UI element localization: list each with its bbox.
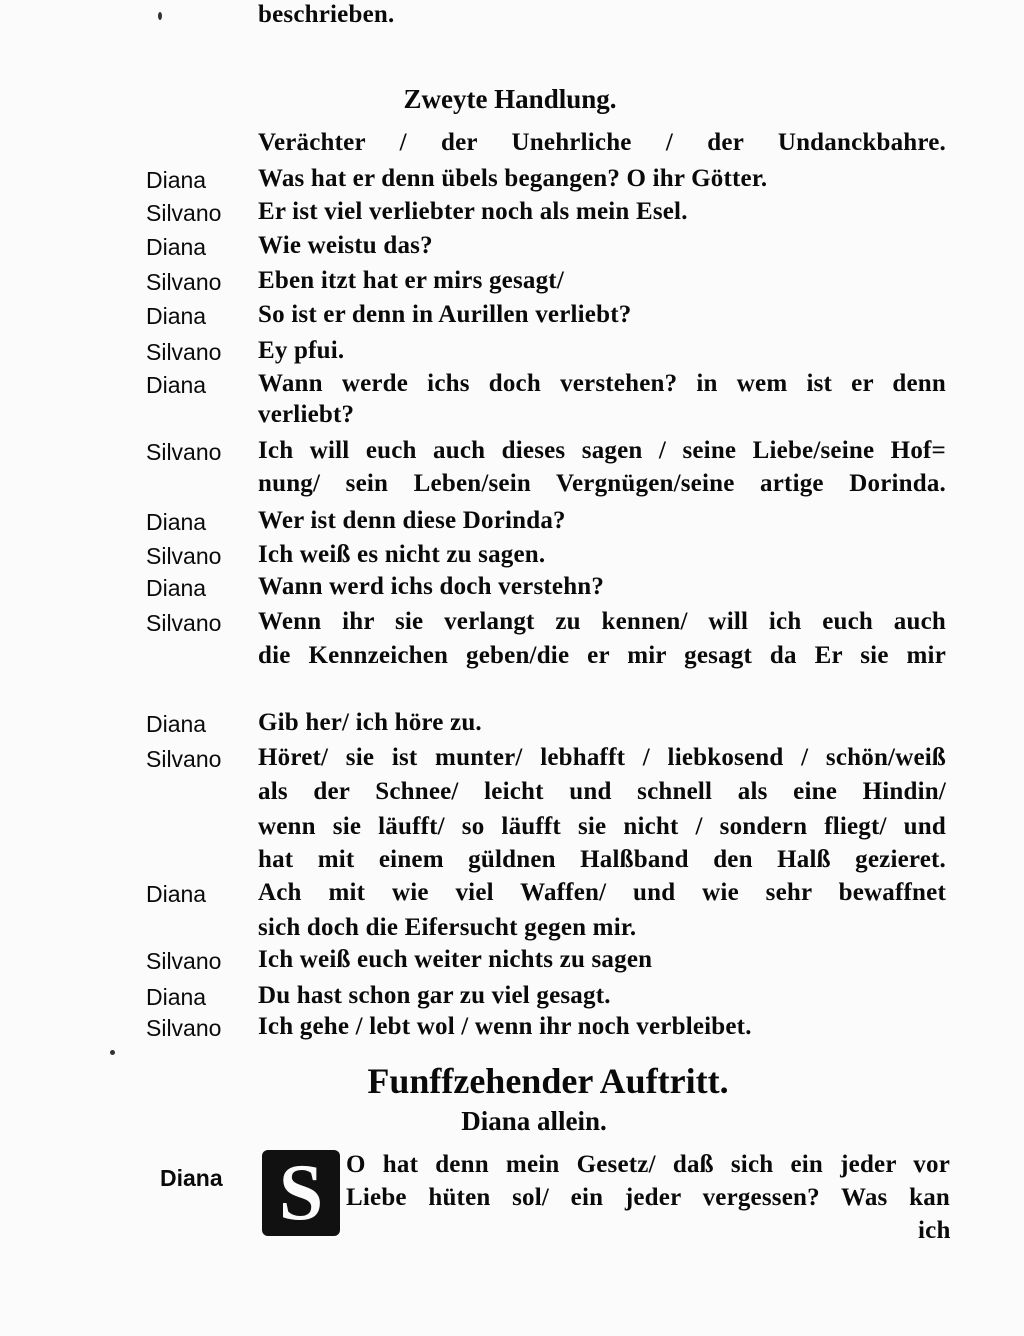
speaker-name: Diana	[146, 234, 207, 260]
speech-line: Ich will euch auch dieses sagen / seine Liebe/seine Hof=	[258, 437, 946, 464]
speaker-name: Diana	[160, 1165, 223, 1191]
speech-line: hat mit einem güldnen Halßband den Halß gezieret.	[258, 846, 946, 873]
speech-line: sich doch die Eifersucht gegen mir.	[258, 914, 637, 941]
speech-line: So ist er denn in Aurillen verliebt?	[258, 301, 632, 328]
speaker-name: Diana	[146, 984, 207, 1010]
speaker-name: Silvano	[146, 610, 222, 636]
speaker-name: Diana	[146, 167, 207, 193]
speech-line: Wie weistu das?	[258, 232, 433, 259]
speech-line: nung/ sein Leben/sein Vergnügen/seine artige Dorinda.	[258, 470, 946, 497]
speaker-name: Silvano	[146, 746, 222, 772]
speech-line: ich	[918, 1217, 951, 1244]
speech-line: Wann werde ichs doch verstehen? in wem ist er denn	[258, 370, 946, 397]
speaker-name: Silvano	[146, 439, 222, 465]
speaker-name: Silvano	[146, 543, 222, 569]
running-header: Zweyte Handlung.	[403, 84, 617, 114]
speaker-name: Silvano	[146, 200, 222, 226]
speaker-name: Silvano	[146, 269, 222, 295]
speech-line: O hat denn mein Gesetz/ daß sich ein jeder vor	[346, 1151, 950, 1178]
speech-line: Wer ist denn diese Dorinda?	[258, 507, 566, 534]
speech-line: Ach mit wie viel Waffen/ und wie sehr bewaffnet	[258, 879, 946, 906]
speech-line: Ich weiß euch weiter nichts zu sagen	[258, 946, 653, 973]
speaker-name: Diana	[146, 881, 207, 907]
speech-line: Eben itzt hat er mirs gesagt/	[258, 267, 564, 294]
speech-line: die Kennzeichen geben/die er mir gesagt da Er sie mir	[258, 642, 946, 669]
speech-line: Ich weiß es nicht zu sagen.	[258, 541, 546, 568]
speech-line: Gib her/ ich höre zu.	[258, 709, 482, 736]
speaker-name: Diana	[146, 372, 207, 398]
scene-subtitle: Diana allein.	[461, 1106, 607, 1136]
speaker-name: Diana	[146, 575, 207, 601]
drop-cap-initial: S	[262, 1150, 340, 1236]
speaker-name: Diana	[146, 509, 207, 535]
speaker-name: Diana	[146, 303, 207, 329]
speech-line: Er ist viel verliebter noch als mein Esel.	[258, 198, 688, 225]
speech-line: Du hast schon gar zu viel gesagt.	[258, 982, 611, 1009]
speaker-name: Diana	[146, 711, 207, 737]
speech-line: verliebt?	[258, 401, 355, 428]
speech-line: als der Schnee/ leicht und schnell als eine Hindin/	[258, 778, 946, 805]
speech-line: Höret/ sie ist munter/ lebhafft / liebkosend / schön/weiß	[258, 744, 946, 771]
speaker-name: Silvano	[146, 1015, 222, 1041]
speaker-name: Silvano	[146, 948, 222, 974]
speech-line: Ich gehe / lebt wol / wenn ihr noch verbleibet.	[258, 1013, 752, 1040]
speech-line: Ey pfui.	[258, 337, 345, 364]
speech-line: Was hat er denn übels begangen? O ihr Götter.	[258, 165, 768, 192]
scene-title: Funffzehender Auftritt.	[367, 1061, 729, 1101]
speech-line: Liebe hüten sol/ ein jeder vergessen? Was kan	[346, 1184, 950, 1211]
speech-line: Wenn ihr sie verlangt zu kennen/ will ich euch auch	[258, 608, 946, 635]
speech-line: Wann werd ichs doch verstehn?	[258, 573, 605, 600]
ink-speck	[110, 1050, 115, 1055]
ink-speck	[158, 12, 162, 20]
continuation-line: Verächter / der Unehrliche / der Undanckbahre.	[258, 129, 946, 156]
speech-line: beschrieben.	[258, 1, 395, 28]
speech-line: wenn sie läufft/ so läufft sie nicht / sondern fliegt/ und	[258, 813, 946, 840]
speaker-name: Silvano	[146, 339, 222, 365]
